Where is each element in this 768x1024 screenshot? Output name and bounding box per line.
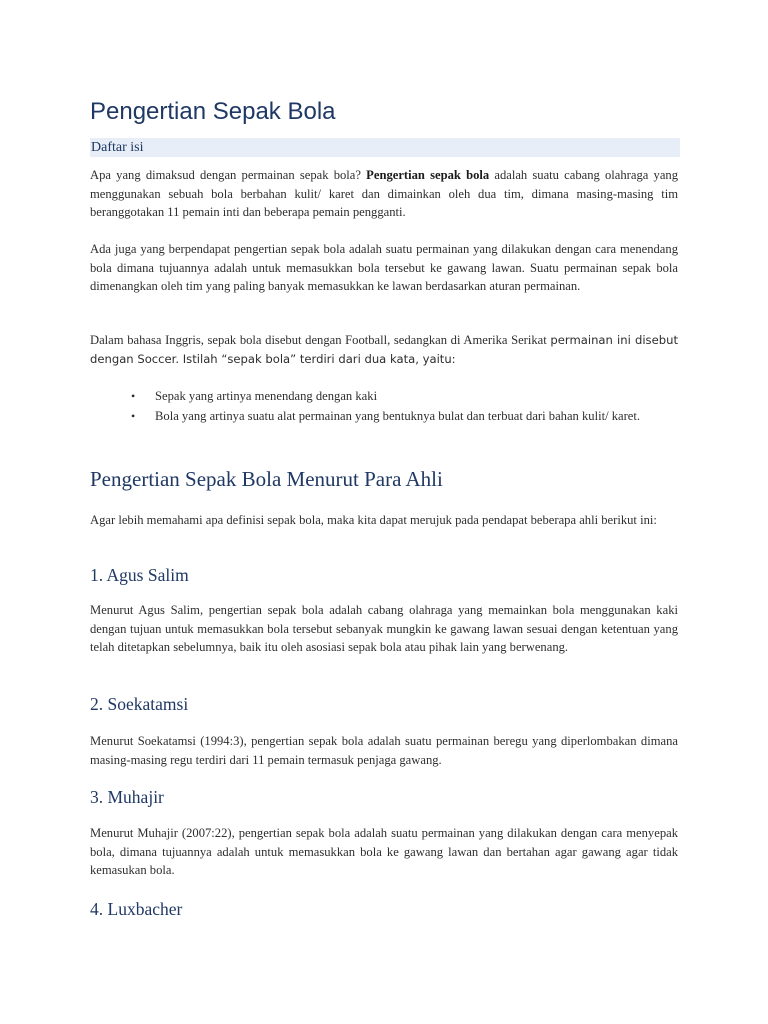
intro-text-start: Apa yang dimaksud dengan permainan sepak bola? [90,168,367,182]
list-item-text: Sepak yang artinya menendang dengan kaki [155,389,378,403]
list-item [90,407,678,426]
language-paragraph [90,331,678,368]
word-meaning-list [90,387,678,426]
expert-heading-soekatamsi: 2. Soekatamsi [90,694,189,714]
intro-bold-term: Pengertian sepak bola [366,168,490,182]
section-heading-experts: Pengertian Sepak Bola Menurut Para Ahli [90,467,443,491]
expert-paragraph-muhajir: Menurut Muhajir (2007:22), pengertian sepak bola adalah suatu permainan yang dilakukan dengan cara menyepak bola, dimana tujuannya adalah untuk memasukkan bola ke gawang lawan dan bertahan agar gawang agar tidak kemasukan bola. [90,826,678,878]
intro-text-end: adalah suatu cabang olahraga yang menggunakan sebuah bola berbahan kulit/ karet dan dimainkan oleh dua tim, dimana masing-masing tim beranggotakan 11 pemain inti dan beberapa pemain pengganti. [90,168,679,220]
bullet-icon: • [131,389,136,403]
expert-paragraph-agus-salim: Menurut Agus Salim, pengertian sepak bola adalah cabang olahraga yang memainkan bola menggunakan kaki dengan tujuan untuk memasukkan bola tersebut sebanyak mungkin ke gawang lawan sesuai dengan ketentuan yang telah ditetapkan sebelumnya, baik itu oleh asosiasi sepak bola atau pihak lain yang berwenang. [90,603,678,655]
expert-heading-muhajir: 3. Muhajir [90,787,164,807]
language-text-start: Dalam bahasa Inggris, sepak bola disebut dengan Football, sedangkan di Amerika Serikat [90,333,551,347]
definition-paragraph: Ada juga yang berpendapat pengertian sepak bola adalah suatu permainan yang dilakukan dengan cara menendang bola dimana tujuannya adalah untuk memasukkan bola tersebut ke gawang lawan. Suatu permainan sepak bola dimenangkan oleh tim yang paling banyak memasukkan ke lawan berdasarkan aturan permainan. [90,242,678,294]
bullet-icon: • [131,408,136,423]
list-item [90,387,678,406]
expert-heading-agus-salim: 1. Agus Salim [90,565,189,585]
expert-heading-luxbacher: 4. Luxbacher [90,899,183,919]
table-of-contents-toggle[interactable]: Daftar isi [90,138,680,157]
language-text-end: permainan ini disebut dengan Soccer. Istilah “sepak bola” terdiri dari dua kata, yaitu: [90,333,678,366]
page-title: Pengertian Sepak Bola [90,98,336,125]
expert-paragraph-soekatamsi: Menurut Soekatamsi (1994:3), pengertian sepak bola adalah suatu permainan beregu yang diperlombakan dimana masing-masing regu terdiri dari 11 pemain termasuk penjaga gawang. [90,734,678,767]
list-item-text: Bola yang artinya suatu alat permainan yang bentuknya bulat dan terbuat dari bahan kulit/ karet. [155,408,641,423]
experts-intro-paragraph: Agar lebih memahami apa definisi sepak bola, maka kita dapat merujuk pada pendapat beberapa ahli berikut ini: [90,513,657,527]
intro-paragraph [90,166,678,222]
